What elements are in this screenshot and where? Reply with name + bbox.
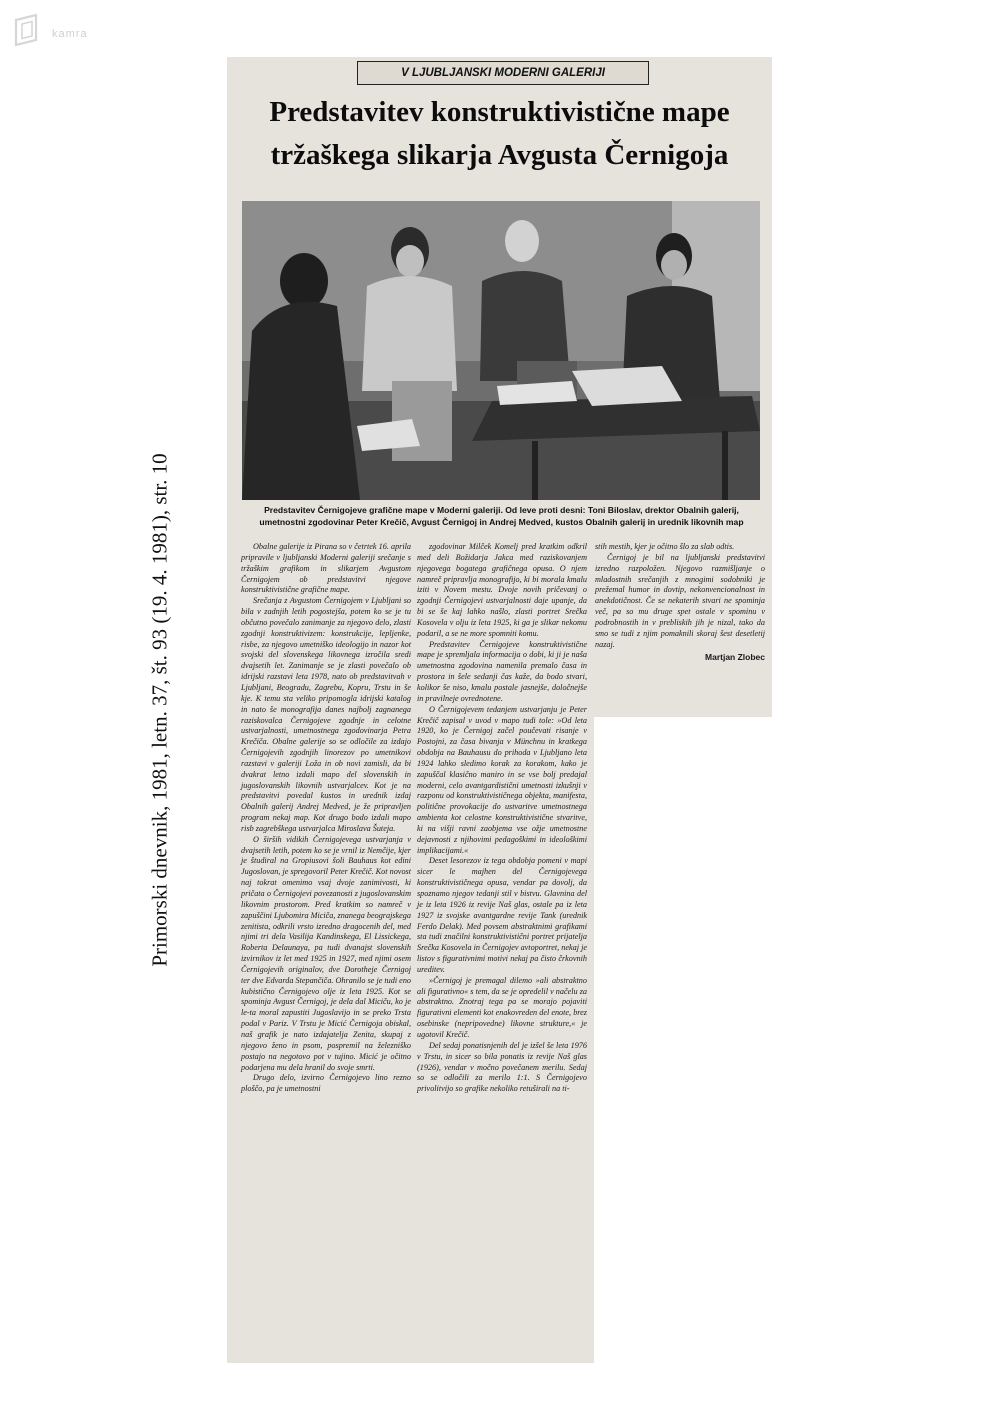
paragraph: O širših vidikih Černigojevega ustvarjanja v dvajsetih letih, potem ko se je vrnil iz Nemčije, kjer je študiral na Gropiusovi šoli Bauhaus kot edini Jugoslovan, je spregovoril Peter Krečič. Kot novost naj tokrat omenimo vsaj dvoje zanimivosti, ki pričata o Černigojevi povezanosti z jugoslovanskim likovnim prostorom. Pred kratkim so namreč v zapuščini Ljubomira Miciča, znanega beograjskega zenitista, odkrili vrsto izredno dragocenih del, med njimi tri dela Vasilija Kandinskega, El Lissickega, Roberta Delaunaya, pa tudi dvanajst slovenskih izvirnikov iz let med 1925 in 1927, med njimi osem Černigojevih originalov, dve Dorotheje Černigoj ter dve Edvarda Stepančiča. Ohranilo se je tudi eno kubistično Černigojevo olje iz leta 1925. Kot se spominja Avgust Černigoj, je dela dal Miciču, ko je le-ta moral zapustiti Jugoslavijo in se preko Trsta podal v Pariz. V Trstu je Micić Černigoja obiskal, naš grafik je nato izdajatelja Zenita, skupaj z njegovo ženo in psom, pospremil na železniško postajo na negotovo pot v tujino. Micić je očitno podarjena mu dela hranil do svoje smrti. — [241, 834, 412, 1072]
photo-caption: Predstavitev Černigojeve grafične mape v Moderni galeriji. Od leve proti desni: Toni Biloslav, drektor Obalnih galerij, umetnostni zgodovinar Peter Krečič, Avgust Černigoj in Andrej Medved, kustos Obalnih galerij in urednik likovnih map — [259, 505, 744, 527]
article-column-3 — [595, 542, 765, 663]
article-headline — [233, 91, 766, 177]
section-rubric: V LJUBLJANSKI MODERNI GALERIJI — [357, 61, 649, 85]
paragraph: stih mestih, kjer je očitno šlo za slab odtis. — [595, 542, 735, 551]
paragraph: Deset lesorezov iz tega obdobja pomeni v mapi sicer le majhen del Černigojevega konstruktivističnega opusa, vendar pa dovolj, da spoznamo njegov tedanji stil v bistvu. Glavnina del je iz leta 1926 iz revije Naš glas, ostale pa iz leta 1927 iz svojske avantgardne revije Tank (urednik Ferdo Delak). Med povsem abstraktnimi grafikami sta tudi značilni konstruktivistični portret prijatelja Srečka Kosovela in Černigojev avtoportret, nekaj je listov s figurativnimi motivi nekaj pa čisto črkovnih ureditev. — [417, 856, 587, 974]
headline-line-1: Predstavitev konstruktivistične mape — [269, 96, 730, 128]
paragraph: Drugo delo, izvirno Černigojevo lino rezno ploščo, pa je umetnostni — [241, 1073, 411, 1094]
photo-illustration — [242, 201, 760, 500]
paragraph: O Černigojevem tedanjem ustvarjanju je Peter Krečič zapisal v uvod v mapo tudi tole: »Od leta 1920, ko je Černigoj začel poučevati risanje v Postojni, za časa bivanja v Münchnu in kratkega obdobja na Bauhausu do prihoda v Ljubljano leta 1924 lahko sledimo korak za korakom, kako je zapuščal klasično maniro in se vse bolj predajal moderni, celo avantgardistični umetnosti izkušnji v razponu od konstruktivističnega objekta, manifesta, politične provokacije do ustvaritve umetnostnega ambienta kot celostne konstruktivistične stvaritve, ki na višji ravni zaobjema vse ožje umetnostne dejavnosti z njihovimi pedagoškimi in ideološkimi implikacijami.« — [417, 704, 587, 855]
logo-icon — [10, 12, 50, 52]
paragraph: Srečanja z Avgustom Černigojem v Ljubljani so bila v zadnjih letih pogostejša, potem ko se je tu občutno povečalo zanimanje za njegovo delo, zlasti zgodnji konstruktivizem: konstrukcije, lepljenke, risbe, za njegovo umetniško ideologijo in nazor kot svojski del slovenskega likovnega izročila sredi dvajsetih let. Zanimanje se je zlasti povečalo ob idrijski razstavi leta 1978, nato ob predstavitvah v Ljubljani, Beogradu, Zagrebu, Kopru, Trstu in še kje. K temu sta veliko pripomogla idrijski katalog in nato še monografija danes najbolj zagnanega raziskovalca Černigojeve zgodnje in celotne ustvarjalnosti, umetnostnega zgodovinarja Petra Krečiča. Obalne galerije so se odločile za izdajo Černigojevih zgodnjih linorezov po umetnikovi razstavi v galeriji Loža in ob novi zamisli, da bi dvakrat letno izdali mapo del slovenskih in jugoslovanskih likovnih ustvarjalcev. Kot je na predstavitvi povedal kustos in urednik izdaj Obalnih galerij Andrej Medved, je že pripravljen program nekaj map. Kot drugo bodo izdali mapo risb zagrebškega ustvarjalca Miroslava Šuteja. — [241, 596, 411, 833]
paragraph: Predstavitev Černigojeve konstruktivistične mape je spremljala informacija o dobi, ki ji je naša umetnostna zgodovina namenila premalo časa in prostora in šele sedanji čas kaže, da bodo stvari, kolikor še niso, kmalu postale jasnejše, določnejše in pravilneje ovrednotene. — [417, 639, 587, 703]
headline-line-2: tržaškega slikarja Avgusta Černigoja — [270, 139, 729, 171]
article-column-2 — [417, 542, 587, 1095]
paragraph: Obalne galerije iz Pirana so v četrtek 16. aprila pripravile v ljubljanski Moderni galeriji srečanje s tržaškim grafikom in slikarjem Avgustom Černigojem ob predstavitvi njegove konstruktivistične grafične mape. — [241, 542, 411, 595]
watermark-logo — [10, 12, 120, 58]
source-citation: Primorski dnevnik, 1981, letn. 37, št. 93 (19. 4. 1981), str. 10 — [147, 453, 172, 967]
paragraph: Černigoj je bil na ljubljanski predstavitvi izredno razpoložen. Njegovo razmišljanje o mladostnih srečanjih z mnogimi sodobniki je prežemal humor in dovtip, nekonvencionalnost in anekdotičnost. Če se nekaterih stvari ne spominja več, pa so mu druge spet ostale v spominu v podrobnostih in v prebliskih jih je nizal, tako da smo se tudi z njim pomaknili skoraj šest desetletij nazaj. — [595, 552, 765, 649]
watermark-text: kamra — [52, 28, 88, 40]
newspaper-clipping — [227, 57, 772, 1363]
article-photo — [242, 201, 760, 500]
paragraph: Del sedaj ponatisnjenih del je izšel še leta 1976 v Trstu, in sicer so bila ponatis iz revije Naš glas (1926), vendar v močno povečanem merilu. Sedaj so se odločili za merilo 1:1. S Černigojevo privolitvijo so grafike nekoliko retuširali na ti- — [417, 1040, 587, 1094]
paragraph: »Černigoj je premagal dilemo »ali abstraktno ali figurativno« s tem, da se je opredelil v načelu za abstraktno. Znotraj tega pa se morajo pojaviti figurativni elementi kot enakovreden del enote, brez osebinske (nepripovedne) likovne strukture,« je ugotovil Krečič. — [417, 975, 587, 1039]
author-signature: Martjan Zlobec — [705, 652, 765, 663]
article-column-1 — [241, 542, 411, 1095]
paragraph: zgodovinar Milček Komelj pred kratkim odkril med deli Božidarja Jakca med raziskovanjem njegovega bogatega grafičnega opusa. O njem namreč pripravlja monografijo, ki bi morala kmalu iziti v Novem mestu. Dvoje novih pričevanj o zgodnji Černigojevi ustvarjalnosti daje upanje, da bi se še kaj lahko našlo, zlasti portret Srečka Kosovela v olju iz leta 1925, ki ga je slikar nekomu podaril, a se ne more spomniti komu. — [417, 542, 587, 638]
